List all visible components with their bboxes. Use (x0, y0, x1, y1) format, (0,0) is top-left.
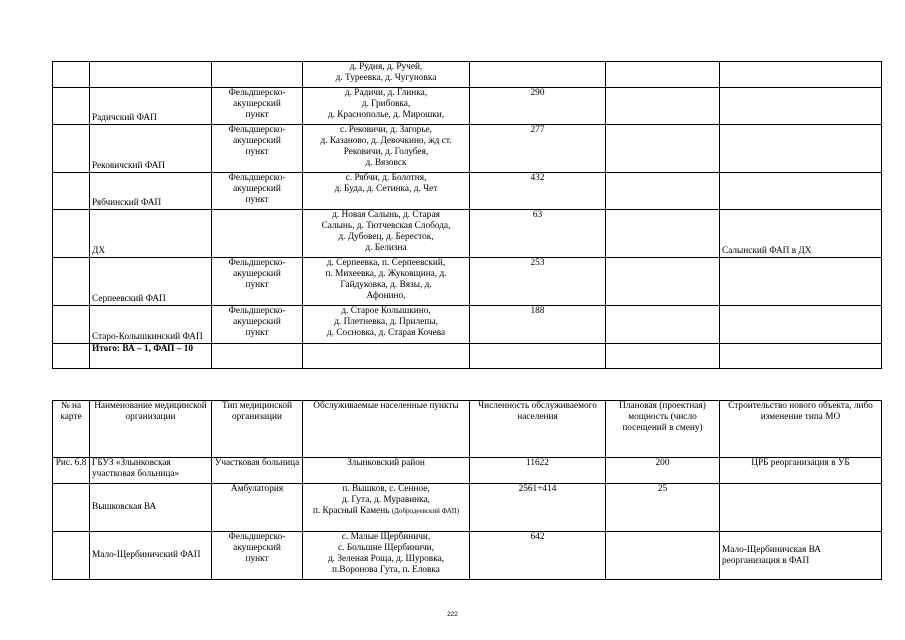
cell-capacity: 200 (606, 458, 720, 484)
org-type-line: акушерский (233, 317, 281, 327)
cell-served-settlements (303, 88, 470, 125)
cell-map-number (53, 173, 90, 210)
cell-map-number (53, 484, 90, 532)
cell-population (470, 62, 606, 88)
org-type-line: Фельдшерско- (228, 306, 286, 316)
org-type-line: пункт (245, 195, 269, 205)
cell-construction (720, 258, 882, 306)
settlement-line: с. Рековичи, д. Загорье, (339, 125, 433, 135)
settlement-line: д. Гута, д. Муравинка, (341, 495, 430, 505)
cell-map-number (53, 88, 90, 125)
settlement-line: д. Старое Колышкино, (341, 306, 431, 316)
cell-capacity (606, 258, 720, 306)
cell-organization-name: ДХ (90, 210, 212, 258)
header-population: Численность обслуживаемого населения (470, 401, 606, 458)
cell-organization-name (90, 62, 212, 88)
header-organization-type: Тип медицинской организации (212, 401, 303, 458)
table-row (53, 173, 882, 210)
header-capacity: Плановая (проектная) мощность (число посещений в смену) (606, 401, 720, 458)
cell-organization-type (212, 258, 303, 306)
cell-empty (606, 344, 720, 369)
cell-organization-name: Рябчинский ФАП (90, 173, 212, 210)
settlement-line: Рековичи, д. Голубея, (343, 147, 429, 157)
table-row (53, 306, 882, 344)
cell-organization-type (212, 532, 303, 580)
cell-capacity (606, 173, 720, 210)
cell-organization-name: Вышковская ВА (90, 484, 212, 532)
org-type-line: пункт (245, 280, 269, 290)
settlement-line: д. Радичи, д. Глинка, (344, 88, 428, 98)
cell-population: 11622 (470, 458, 606, 484)
cell-construction (720, 62, 882, 88)
settlement-line: д. Краснополье, д. Мирошки, (327, 110, 445, 120)
org-type-line: Фельдшерско- (228, 88, 286, 98)
org-type-line: пункт (245, 147, 269, 157)
header-served-settlements: Обслуживаемые населенные пункты (303, 401, 470, 458)
total-label: Итого: ВА – 1, ФАП – 10 (90, 344, 212, 369)
settlement-line: Салынь, д. Тютчевская Слобода, (321, 221, 451, 231)
cell-organization-name: Радичский ФАП (90, 88, 212, 125)
table-row (53, 458, 882, 484)
settlement-line: с. Малые Щербиничи, (341, 532, 431, 542)
cell-map-number (53, 210, 90, 258)
cell-construction: Салынский ФАП в ДХ (720, 210, 882, 258)
cell-organization-type: Участковая больница (212, 458, 303, 484)
cell-served-settlements (303, 173, 470, 210)
cell-map-number (53, 62, 90, 88)
cell-population: 432 (470, 173, 606, 210)
cell-organization-name: Рековичский ФАП (90, 125, 212, 173)
settlement-line: Афонино, (366, 291, 406, 301)
cell-served-settlements (303, 532, 470, 580)
cell-organization-name: Мало-Щербиничский ФАП (90, 532, 212, 580)
cell-capacity (606, 210, 720, 258)
cell-map-number (53, 344, 90, 369)
cell-population: 253 (470, 258, 606, 306)
cell-capacity (606, 88, 720, 125)
settlement-line (305, 506, 467, 517)
settlement-line: д. Зеленая Роща, д. Шуровка, (327, 554, 445, 564)
settlement-line: д. Сосновка, д. Старая Кочева (326, 328, 446, 338)
cell-capacity (606, 125, 720, 173)
cell-population: 63 (470, 210, 606, 258)
cell-population: 642 (470, 532, 606, 580)
settlement-line: п. Михеевка, д. Жуковщина, д. (325, 269, 447, 279)
header-map-number: № на карте (53, 401, 90, 458)
table-row (53, 88, 882, 125)
settlement-line: д. Грибовка, (361, 99, 411, 109)
cell-served-settlements (303, 125, 470, 173)
settlement-line: д. Казаново, д. Девочкино, жд ст. (320, 136, 452, 146)
settlement-line: д. Белизна (365, 243, 407, 253)
cell-served-settlements (303, 484, 470, 532)
org-type-line: акушерский (233, 269, 281, 279)
org-type-line: Фельдшерско- (228, 125, 286, 135)
cell-map-number (53, 125, 90, 173)
table-row (53, 125, 882, 173)
org-type-line: пункт (245, 328, 269, 338)
org-type-line: Фельдшерско- (228, 258, 286, 268)
cell-served-settlements (303, 62, 470, 88)
settlement-line: с. Большие Щербиничи, (338, 543, 434, 553)
cell-organization-type (212, 173, 303, 210)
cell-construction (720, 88, 882, 125)
cell-capacity (606, 306, 720, 344)
settlement-line: Гайдуковка, д. Вязы, д. (340, 280, 432, 290)
settlement-note: (Добродеевский ФАП) (391, 507, 460, 515)
org-type-line: Фельдшерско- (228, 173, 286, 183)
cell-empty (212, 344, 303, 369)
cell-empty (720, 344, 882, 369)
cell-construction (720, 484, 882, 532)
cell-map-number (53, 532, 90, 580)
cell-empty (303, 344, 470, 369)
table-row (53, 62, 882, 88)
cell-capacity: 25 (606, 484, 720, 532)
cell-organization-type (212, 88, 303, 125)
settlement-line: д. Дубовец, д. Бересток, (338, 232, 434, 242)
cell-organization-name: ГБУЗ «Злынковская участковая больница» (90, 458, 212, 484)
cell-construction (720, 173, 882, 210)
settlement-line: д. Новая Салынь, д. Старая (332, 210, 440, 220)
cell-organization-name: Серпеевский ФАП (90, 258, 212, 306)
org-type-line: акушерский (233, 184, 281, 194)
cell-organization-type (212, 210, 303, 258)
cell-organization-name: Старо-Колышкинский ФАП (90, 306, 212, 344)
facilities-table-zlynka (52, 400, 882, 580)
cell-empty (470, 344, 606, 369)
cell-served-settlements (303, 258, 470, 306)
org-type-line: акушерский (233, 136, 281, 146)
settlement-line: д. Туреевка, д. Чугуновка (335, 73, 437, 83)
settlement-line: п. Вышков, с. Сенное, (342, 484, 430, 494)
settlement-line: д. Плетневка, д. Прилепы, (334, 317, 438, 327)
settlement-line: с. Рябчи, д. Болотня, (345, 173, 427, 183)
cell-organization-type (212, 125, 303, 173)
cell-organization-type: Амбулатория (212, 484, 303, 532)
cell-population: 290 (470, 88, 606, 125)
settlement-line: д. Серпеевка, п. Серпеевский, (326, 258, 446, 268)
cell-population: 277 (470, 125, 606, 173)
header-organization-name: Наименование медицинской организации (90, 401, 212, 458)
org-type-line: пункт (245, 110, 269, 120)
cell-construction (720, 306, 882, 344)
org-type-line: пункт (245, 554, 269, 564)
table-row (53, 258, 882, 306)
cell-served-settlements (303, 306, 470, 344)
table-row (53, 484, 882, 532)
settlement-line: п.Воронова Гута, п. Еловка (332, 565, 440, 575)
org-type-line: акушерский (233, 543, 281, 553)
cell-map-number (53, 258, 90, 306)
facilities-table-continued (52, 61, 882, 369)
cell-map-number (53, 306, 90, 344)
cell-capacity (606, 532, 720, 580)
page-number: 222 (447, 611, 458, 618)
settlement-line: д. Рудня, д. Ручей, (349, 62, 423, 72)
header-construction: Строительство нового объекта, либо изменение типа МО (720, 401, 882, 458)
table-row-total (53, 344, 882, 369)
org-type-line: Фельдшерско- (228, 532, 286, 542)
cell-population: 2561+414 (470, 484, 606, 532)
table-row (53, 532, 882, 580)
settlement-line: д. Вязовск (365, 158, 407, 168)
cell-capacity (606, 62, 720, 88)
cell-served-settlements: Злынковский район (303, 458, 470, 484)
cell-construction: Мало-Щербиничская ВА реорганизация в ФАП (720, 532, 882, 580)
cell-organization-type (212, 306, 303, 344)
cell-organization-type (212, 62, 303, 88)
org-type-line: акушерский (233, 99, 281, 109)
settlement-line: д. Буда, д. Сетинка, д. Чет (334, 184, 438, 194)
table-row (53, 210, 882, 258)
settlement-main: п. Красный Камень (312, 506, 392, 516)
cell-map-number: Рис. 6.8 (53, 458, 90, 484)
cell-population: 188 (470, 306, 606, 344)
cell-construction (720, 125, 882, 173)
cell-construction: ЦРБ реорганизация в УБ (720, 458, 882, 484)
cell-served-settlements (303, 210, 470, 258)
table-header-row (53, 401, 882, 458)
